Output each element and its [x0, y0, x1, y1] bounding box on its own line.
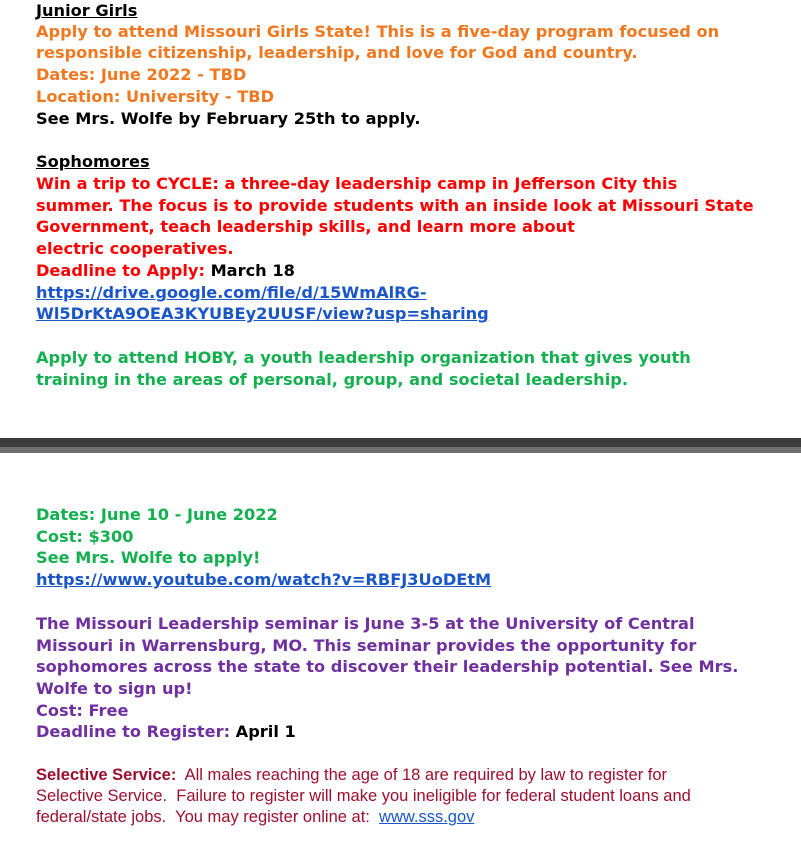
- seminar-text-line-4: Wolfe to sign up!: [36, 679, 193, 698]
- hoby-apply-text: See Mrs. Wolfe to apply!: [36, 548, 261, 567]
- selective-service-text-3: federal/state jobs. You may register online at:: [36, 808, 380, 826]
- junior-girls-heading: Junior Girls: [36, 1, 138, 20]
- selective-service-text-1: All males reaching the age of 18 are required by law to register for: [176, 766, 668, 784]
- girls-state-location: Location: University - TBD: [36, 87, 275, 106]
- cycle-text-line-2: summer. The focus is to provide students with an inside look at Missouri State: [36, 196, 754, 215]
- selective-service-line-2: Selective Service. Failure to register will make you ineligible for federal student loans and: [36, 787, 691, 805]
- hoby-dates: Dates: June 10 - June 2022: [36, 505, 278, 524]
- sophomores-heading: Sophomores: [36, 152, 150, 171]
- selective-service-line-1: [36, 765, 667, 786]
- cycle-link-line-2[interactable]: Wl5DrKtA9OEA3KYUBEy2UUSF/view?usp=sharing: [36, 304, 489, 323]
- cycle-deadline-value: March 18: [204, 261, 295, 280]
- cycle-deadline: [36, 260, 295, 281]
- seminar-cost: Cost: Free: [36, 701, 129, 720]
- sss-gov-link[interactable]: www.sss.gov: [379, 808, 475, 826]
- selective-service-label: Selective Service:: [36, 766, 177, 784]
- girls-state-text-line-2: responsible citizenship, leadership, and love for God and country.: [36, 43, 638, 62]
- girls-state-apply-text: See Mrs. Wolfe by February 25th to apply.: [36, 109, 421, 128]
- cycle-text-line-1: Win a trip to CYCLE: a three-day leadership camp in Jefferson City this: [36, 174, 678, 193]
- document-page-2: [0, 453, 801, 845]
- seminar-text-line-3: sophomores across the state to discover their leadership potential. See Mrs.: [36, 657, 739, 676]
- girls-state-dates: Dates: June 2022 - TBD: [36, 65, 247, 84]
- seminar-text-line-2: Missouri in Warrensburg, MO. This seminar provides the opportunity for: [36, 636, 697, 655]
- page-separator: [0, 438, 801, 453]
- seminar-text-line-1: The Missouri Leadership seminar is June 3-5 at the University of Central: [36, 614, 695, 633]
- seminar-deadline: [36, 721, 296, 742]
- cycle-deadline-label: Deadline to Apply:: [36, 261, 205, 280]
- hoby-text-line-2: training in the areas of personal, group, and societal leadership.: [36, 370, 628, 389]
- hoby-cost: Cost: $300: [36, 527, 134, 546]
- seminar-deadline-label: Deadline to Register:: [36, 722, 231, 741]
- hoby-text-line-1: Apply to attend HOBY, a youth leadership organization that gives youth: [36, 348, 691, 367]
- hoby-youtube-link[interactable]: https://www.youtube.com/watch?v=RBFJ3UoDEtM: [36, 570, 492, 589]
- cycle-text-line-3: Government, teach leadership skills, and learn more about: [36, 217, 575, 236]
- selective-service-line-3: [36, 807, 474, 828]
- cycle-link-line-1[interactable]: https://drive.google.com/file/d/15WmAlRG-: [36, 283, 427, 302]
- cycle-text-line-4: electric cooperatives.: [36, 239, 234, 258]
- seminar-deadline-value: April 1: [230, 722, 296, 741]
- girls-state-text-line-1: Apply to attend Missouri Girls State! This is a five-day program focused on: [36, 22, 720, 41]
